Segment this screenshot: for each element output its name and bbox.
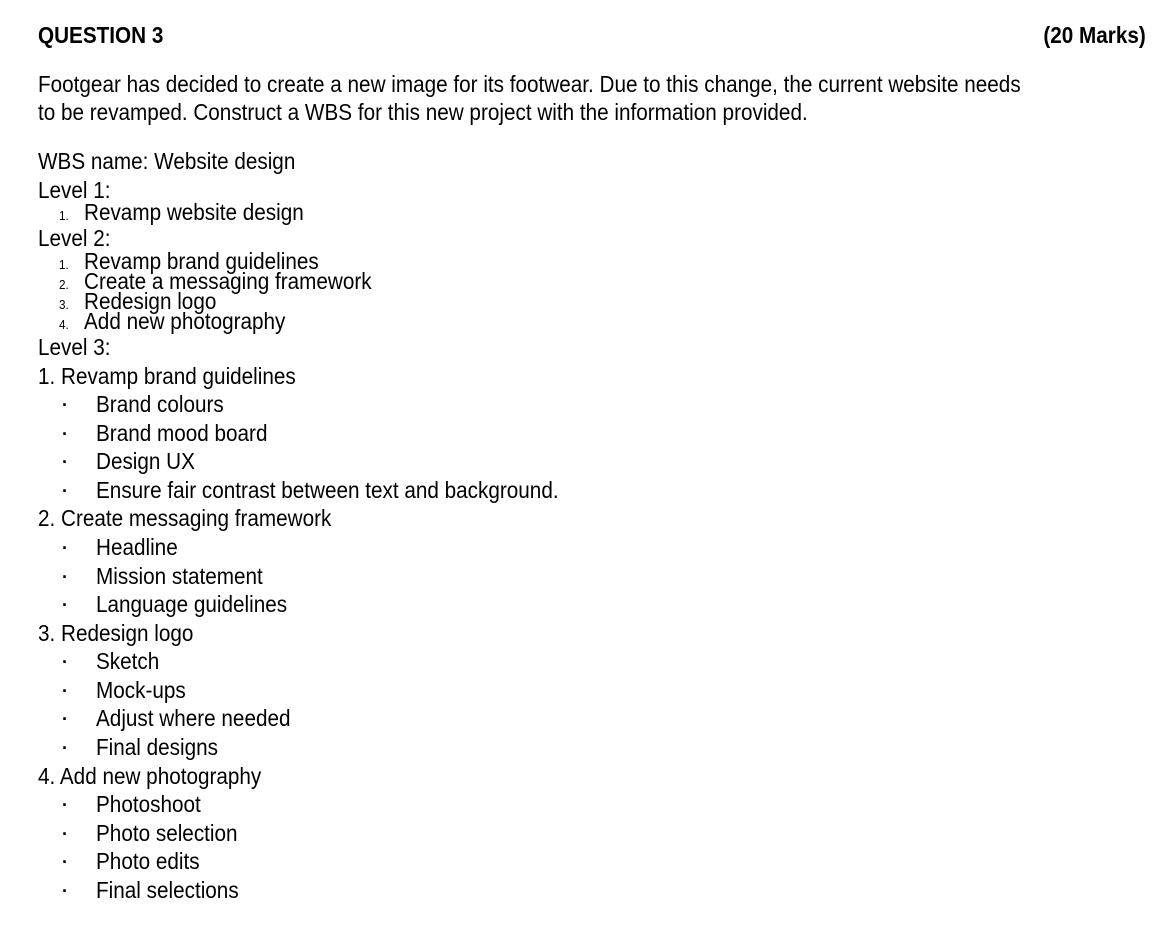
- intro-line-2: to be revamped. Construct a WBS for this new project with the information provided.: [38, 99, 808, 125]
- bullet-icon: ·: [62, 424, 68, 444]
- list-item: Mock-ups: [96, 677, 186, 703]
- list-item: Photo edits: [96, 848, 200, 874]
- level2-item-number: 1.: [59, 257, 69, 272]
- level3-group-title: 1. Revamp brand guidelines: [38, 363, 296, 389]
- bullet-icon: ·: [62, 738, 68, 758]
- intro-line-1: Footgear has decided to create a new image for its footwear. Due to this change, the current website needs: [38, 71, 1021, 97]
- level2-item-number: 2.: [59, 277, 69, 292]
- list-item: Language guidelines: [96, 591, 288, 617]
- list-item: Final designs: [96, 734, 218, 760]
- bullet-icon: ·: [62, 824, 68, 844]
- bullet-icon: ·: [62, 567, 68, 587]
- level2-item-text: Redesign logo: [84, 288, 217, 314]
- list-item: Brand colours: [96, 391, 224, 417]
- bullet-icon: ·: [62, 709, 68, 729]
- bullet-icon: ·: [62, 395, 68, 415]
- list-item: Final selections: [96, 877, 239, 903]
- bullet-icon: ·: [62, 538, 68, 558]
- level2-item-text: Create a messaging framework: [84, 268, 372, 294]
- bullet-icon: ·: [62, 881, 68, 901]
- wbs-name: WBS name: Website design: [38, 148, 296, 174]
- level3-group-title: 3. Redesign logo: [38, 620, 194, 646]
- bullet-icon: ·: [62, 595, 68, 615]
- level2-item-number: 4.: [59, 317, 69, 332]
- list-item: Photoshoot: [96, 791, 201, 817]
- list-item: Headline: [96, 534, 178, 560]
- level1-item-text: Revamp website design: [84, 199, 304, 225]
- level3-group-title: 2. Create messaging framework: [38, 505, 332, 531]
- list-item: Design UX: [96, 448, 195, 474]
- bullet-icon: ·: [62, 681, 68, 701]
- question-title: QUESTION 3: [38, 22, 164, 48]
- bullet-icon: ·: [62, 481, 68, 501]
- level3-group-title: 4. Add new photography: [38, 763, 262, 789]
- level1-item-number: 1.: [59, 208, 69, 223]
- list-item: Ensure fair contrast between text and background.: [96, 477, 559, 503]
- bullet-icon: ·: [62, 652, 68, 672]
- level1-label: Level 1:: [38, 177, 111, 203]
- level2-item-text: Revamp brand guidelines: [84, 248, 319, 274]
- list-item: Photo selection: [96, 820, 238, 846]
- level3-label: Level 3:: [38, 334, 111, 360]
- list-item: Sketch: [96, 648, 160, 674]
- level2-item-text: Add new photography: [84, 308, 286, 334]
- bullet-icon: ·: [62, 452, 68, 472]
- list-item: Brand mood board: [96, 420, 268, 446]
- level2-label: Level 2:: [38, 225, 111, 251]
- level2-item-number: 3.: [59, 297, 69, 312]
- list-item: Mission statement: [96, 563, 263, 589]
- marks-label: (20 Marks): [1043, 22, 1146, 48]
- list-item: Adjust where needed: [96, 705, 291, 731]
- bullet-icon: ·: [62, 795, 68, 815]
- bullet-icon: ·: [62, 852, 68, 872]
